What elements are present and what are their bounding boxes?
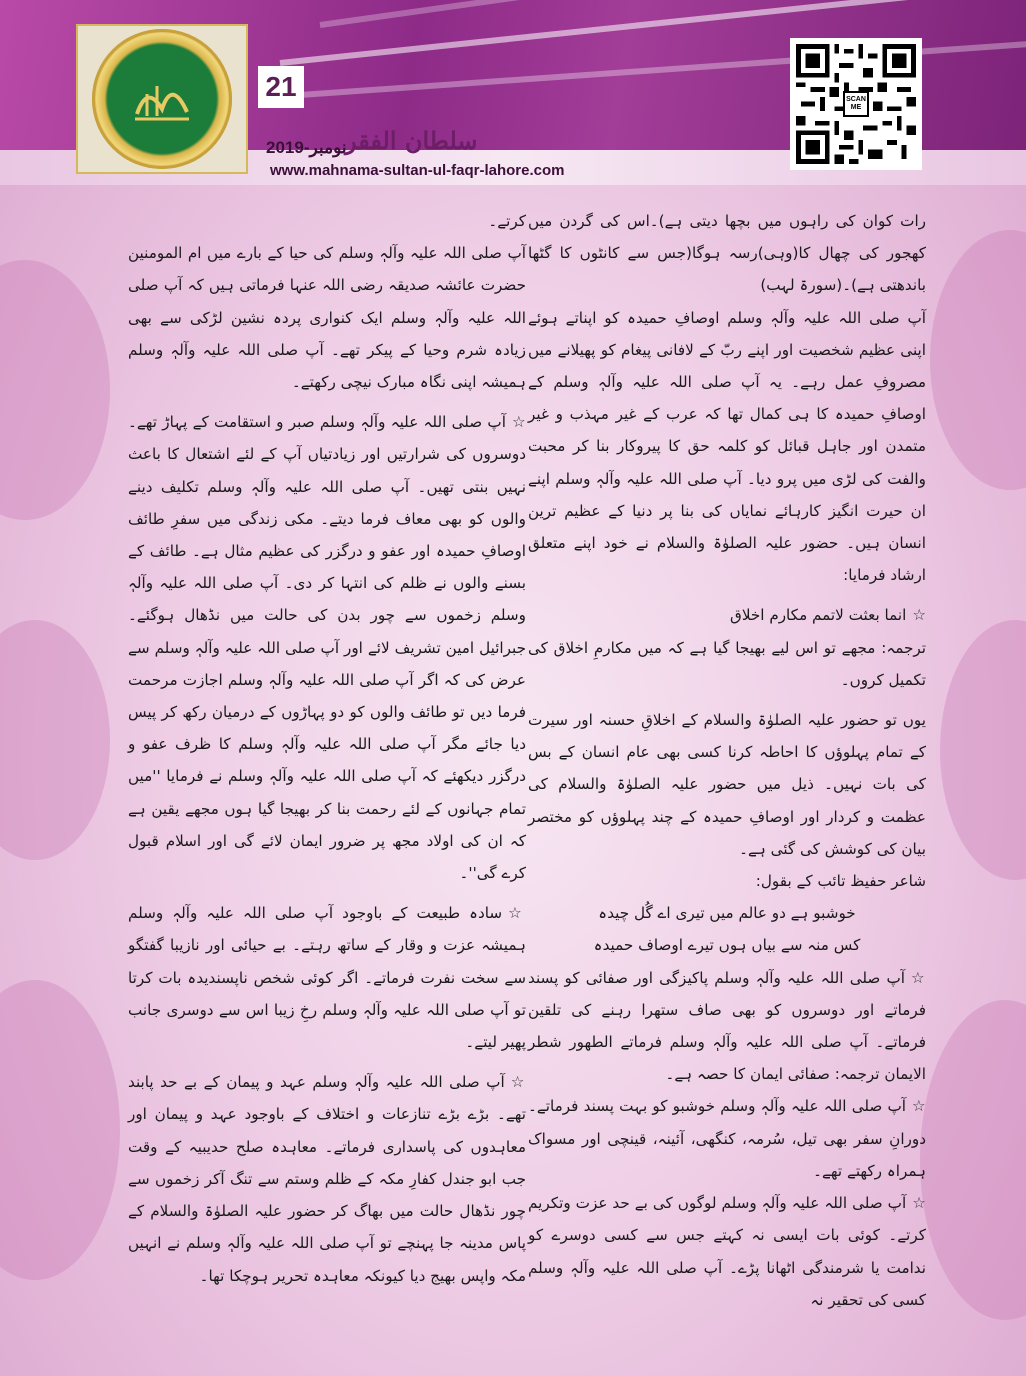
allah-seal-icon <box>92 29 232 169</box>
paragraph-text: سادہ طبیعت کے باوجود آپ صلی اللہ علیہ وآلہٖ وسلم ہمیشہ عزت و وقار کے ساتھ رہتے۔ بے حیائی اور نازیبا گفتگو سے سخت نفرت فرماتے۔ اگر کوئی شخص ناپسندیدہ بات کرتا تو آپ صلی اللہ علیہ وآلہٖ وسلم رخِ زیبا اس سے دوسری جانب پھیر لیتے۔ <box>128 904 526 1052</box>
website-link[interactable]: www.mahnama-sultan-ul-faqr-lahore.com <box>270 162 565 179</box>
paragraph <box>528 599 926 631</box>
star-icon: ☆ <box>510 1073 526 1092</box>
paragraph: کرتے۔ <box>488 212 526 230</box>
qr-code[interactable] <box>790 38 922 170</box>
decorative-petal <box>0 260 110 520</box>
paragraph: آپ صلی اللہ علیہ وآلہٖ وسلم اوصافِ حمیدہ کو اپناتے ہوئے اپنی عظیم شخصیت اور اپنے ربّ کے لافانی پیغام کو پھیلانے میں مصروفِ عمل رہے۔ یہ آپ صلی اللہ علیہ وآلہٖ وسلم کے اوصافِ حمیدہ کا ہی کمال تھا کہ عرب کے غیر مہذب و غیر متمدن اور جاہل قبائل کو کلمہ حق کا پیروکار بنا کر محبت والفت کی لڑی میں پرو دیا۔ آپ صلی اللہ علیہ وآلہٖ وسلم اپنے ان حیرت انگیز کارہائے نمایاں کی بنا پر دنیا کے عظیم ترین انسان ہیں۔ حضور علیہ الصلوٰۃ والسلام نے خود اپنے متعلق ارشاد فرمایا: <box>528 308 926 585</box>
page-header <box>0 0 1026 185</box>
calligraphy-logo <box>76 24 248 174</box>
paragraph-text: آپ صلی اللہ علیہ وآلہٖ وسلم خوشبو کو بہت پسند فرماتے۔ دورانِ سفر بھی تیل، سُرمہ، کنگھی، آئینہ، قینچی اور مسواک ہمراہ رکھتے تھے۔ <box>528 1097 926 1180</box>
decorative-petal <box>0 980 120 1280</box>
star-icon: ☆ <box>511 413 526 432</box>
paragraph <box>528 962 926 1091</box>
scan-me-badge: SCAN ME <box>843 91 869 117</box>
paragraph <box>128 406 526 889</box>
paragraph: آپ صلی اللہ علیہ وآلہٖ وسلم کی حیا کے بارے میں ام المومنین حضرت عائشہ صدیقہ رضی اللہ عنہا فرماتی ہیں کہ آپ صلی اللہ علیہ وآلہٖ وسلم ایک کنواری پردہ نشین لڑکی سے بھی زیادہ شرم وحیا کے پیکر تھے۔ آپ صلی اللہ علیہ وآلہٖ وسلم ہمیشہ اپنی نگاہ مبارک نیچی رکھتے۔ <box>128 244 526 392</box>
verse-line: کس منہ سے بیاں ہوں تیرے اوصاف حمیدہ <box>593 936 861 955</box>
star-icon: ☆ <box>912 1097 926 1116</box>
paragraph <box>128 897 526 1058</box>
star-icon: ☆ <box>912 1194 926 1213</box>
decorative-petal <box>920 1000 1026 1320</box>
paragraph-text: انما بعثت لاتمم مکارم اخلاق <box>730 606 907 625</box>
decorative-petal <box>940 620 1026 880</box>
page-number: 21 <box>258 66 304 108</box>
paragraph-text: آپ صلی اللہ علیہ وآلہٖ وسلم عہد و پیمان کے بے حد پابند تھے۔ بڑے بڑے تنازعات و اختلاف کے باوجود عہد و پیمان اور معاہدوں کی پاسداری فرماتے۔ معاہدہ صلح حدیبیہ کے وقت جب ابو جندل کفارِ مکہ کے ظلم وستم سے تنگ آکر زخموں سے چور نڈھال حالت میں بھاگ کر حضور علیہ الصلوٰۃ والسلام کے پاس مدینہ جا پہنچے تو آپ صلی اللہ علیہ وآلہٖ وسلم نے انہیں مکہ واپس بھیج دیا کیونکہ معاہدہ تحریر ہوچکا تھا۔ <box>128 1073 526 1285</box>
paragraph: رات کوان کی راہوں میں بچھا دیتی ہے)۔اس کی گردن میں کھجور کی چھال کا(وہی)رسہ ہوگا(جس سے کانٹوں کا گٹھا باندھتی ہے)۔(سورۃ لہب) <box>528 212 926 295</box>
poetry-verse <box>528 897 926 961</box>
decorative-petal <box>930 230 1026 490</box>
left-column <box>128 205 526 1292</box>
paragraph-text: آپ صلی اللہ علیہ وآلہٖ وسلم پاکیزگی اور صفائی کو پسند فرماتے اور دوسروں کو بھی صاف ستھرا رہنے کی تلقین فرماتے۔ آپ صلی اللہ علیہ وآلہٖ وسلم فرماتے الطھور شطر الایمان ترجمہ: صفائی ایمان کا حصہ ہے۔ <box>528 968 926 1084</box>
paragraph <box>128 1066 526 1291</box>
magazine-title: سلطان الفقر <box>345 126 478 155</box>
issue-date: 2019-نومبر <box>266 138 347 157</box>
paragraph-text: آپ صلی اللہ علیہ وآلہٖ وسلم صبر و استقامت کے پہاڑ تھے۔ دوسروں کی شرارتیں اور زیادتیاں آپ کے لئے اشتعال کا باعث نہیں بنتی تھیں۔ آپ صلی اللہ علیہ وآلہٖ وسلم تکلیف دینے والوں کو بھی معاف فرما دیتے۔ مکی زندگی میں سفرِ طائف اوصافِ حمیدہ اور عفو و درگزر کی عظیم مثال ہے۔ طائف کے بسنے والوں نے ظلم کی انتہا کر دی۔ آپ صلی اللہ علیہ وآلہٖ وسلم زخموں سے چور بدن کی حالت میں نڈھال ہوگئے۔ جبرائیل امین تشریف لائے اور آپ صلی اللہ علیہ وآلہٖ وسلم سے عرض کی کہ اگر آپ صلی اللہ علیہ وآلہٖ وسلم اجازت مرحمت فرما دیں تو طائف والوں کو دو پہاڑوں کے درمیان رکھ کر پیس دیا جائے مگر آپ صلی اللہ علیہ وآلہٖ وسلم کا ظرف عفو و درگزر دیکھئے کہ آپ صلی اللہ علیہ وآلہٖ وسلم نے فرمایا ''میں تمام جہانوں کے لئے رحمت بنا کر بھیجا گیا ہوں مجھے یقین ہے کہ ان کی اولاد مجھ پر ضرور ایمان لائے گی اور اسلام قبول کرے گی''۔ <box>128 413 526 883</box>
paragraph: شاعر حفیظ تائب کے بقول: <box>755 872 926 891</box>
star-icon: ☆ <box>508 904 526 923</box>
verse-line: خوشبو ہے دو عالم میں تیری اے گُل چیدہ <box>598 904 856 923</box>
paragraph <box>528 1090 926 1187</box>
paragraph: یوں تو حضور علیہ الصلوٰۃ والسلام کے اخلاقِ حسنہ اور سیرت کے تمام پہلوؤں کا احاطہ کرنا کسی بھی عام انسان کے بس کی بات نہیں۔ ذیل میں حضور علیہ الصلوٰۃ والسلام کی عظمت و کردار اور اوصافِ حمیدہ کے چند پہلوؤں کو مختصر بیان کی کوشش کی گئی ہے۔ <box>528 711 926 858</box>
star-icon: ☆ <box>911 968 926 987</box>
paragraph <box>528 1187 926 1316</box>
right-column <box>528 205 926 1316</box>
decorative-petal <box>0 620 110 860</box>
paragraph: ترجمہ: مجھے تو اس لیے بھیجا گیا ہے کہ میں مکارمِ اخلاق کی تکمیل کروں۔ <box>528 638 926 689</box>
paragraph-text: آپ صلی اللہ علیہ وآلہٖ وسلم لوگوں کی بے حد عزت وتکریم کرتے۔ کوئی بات ایسی نہ کہتے جس سے کسی دوسرے کو ندامت یا شرمندگی اٹھانا پڑے۔ آپ صلی اللہ علیہ وآلہٖ وسلم کسی کی تحقیر نہ <box>528 1194 926 1309</box>
star-icon: ☆ <box>912 606 926 625</box>
